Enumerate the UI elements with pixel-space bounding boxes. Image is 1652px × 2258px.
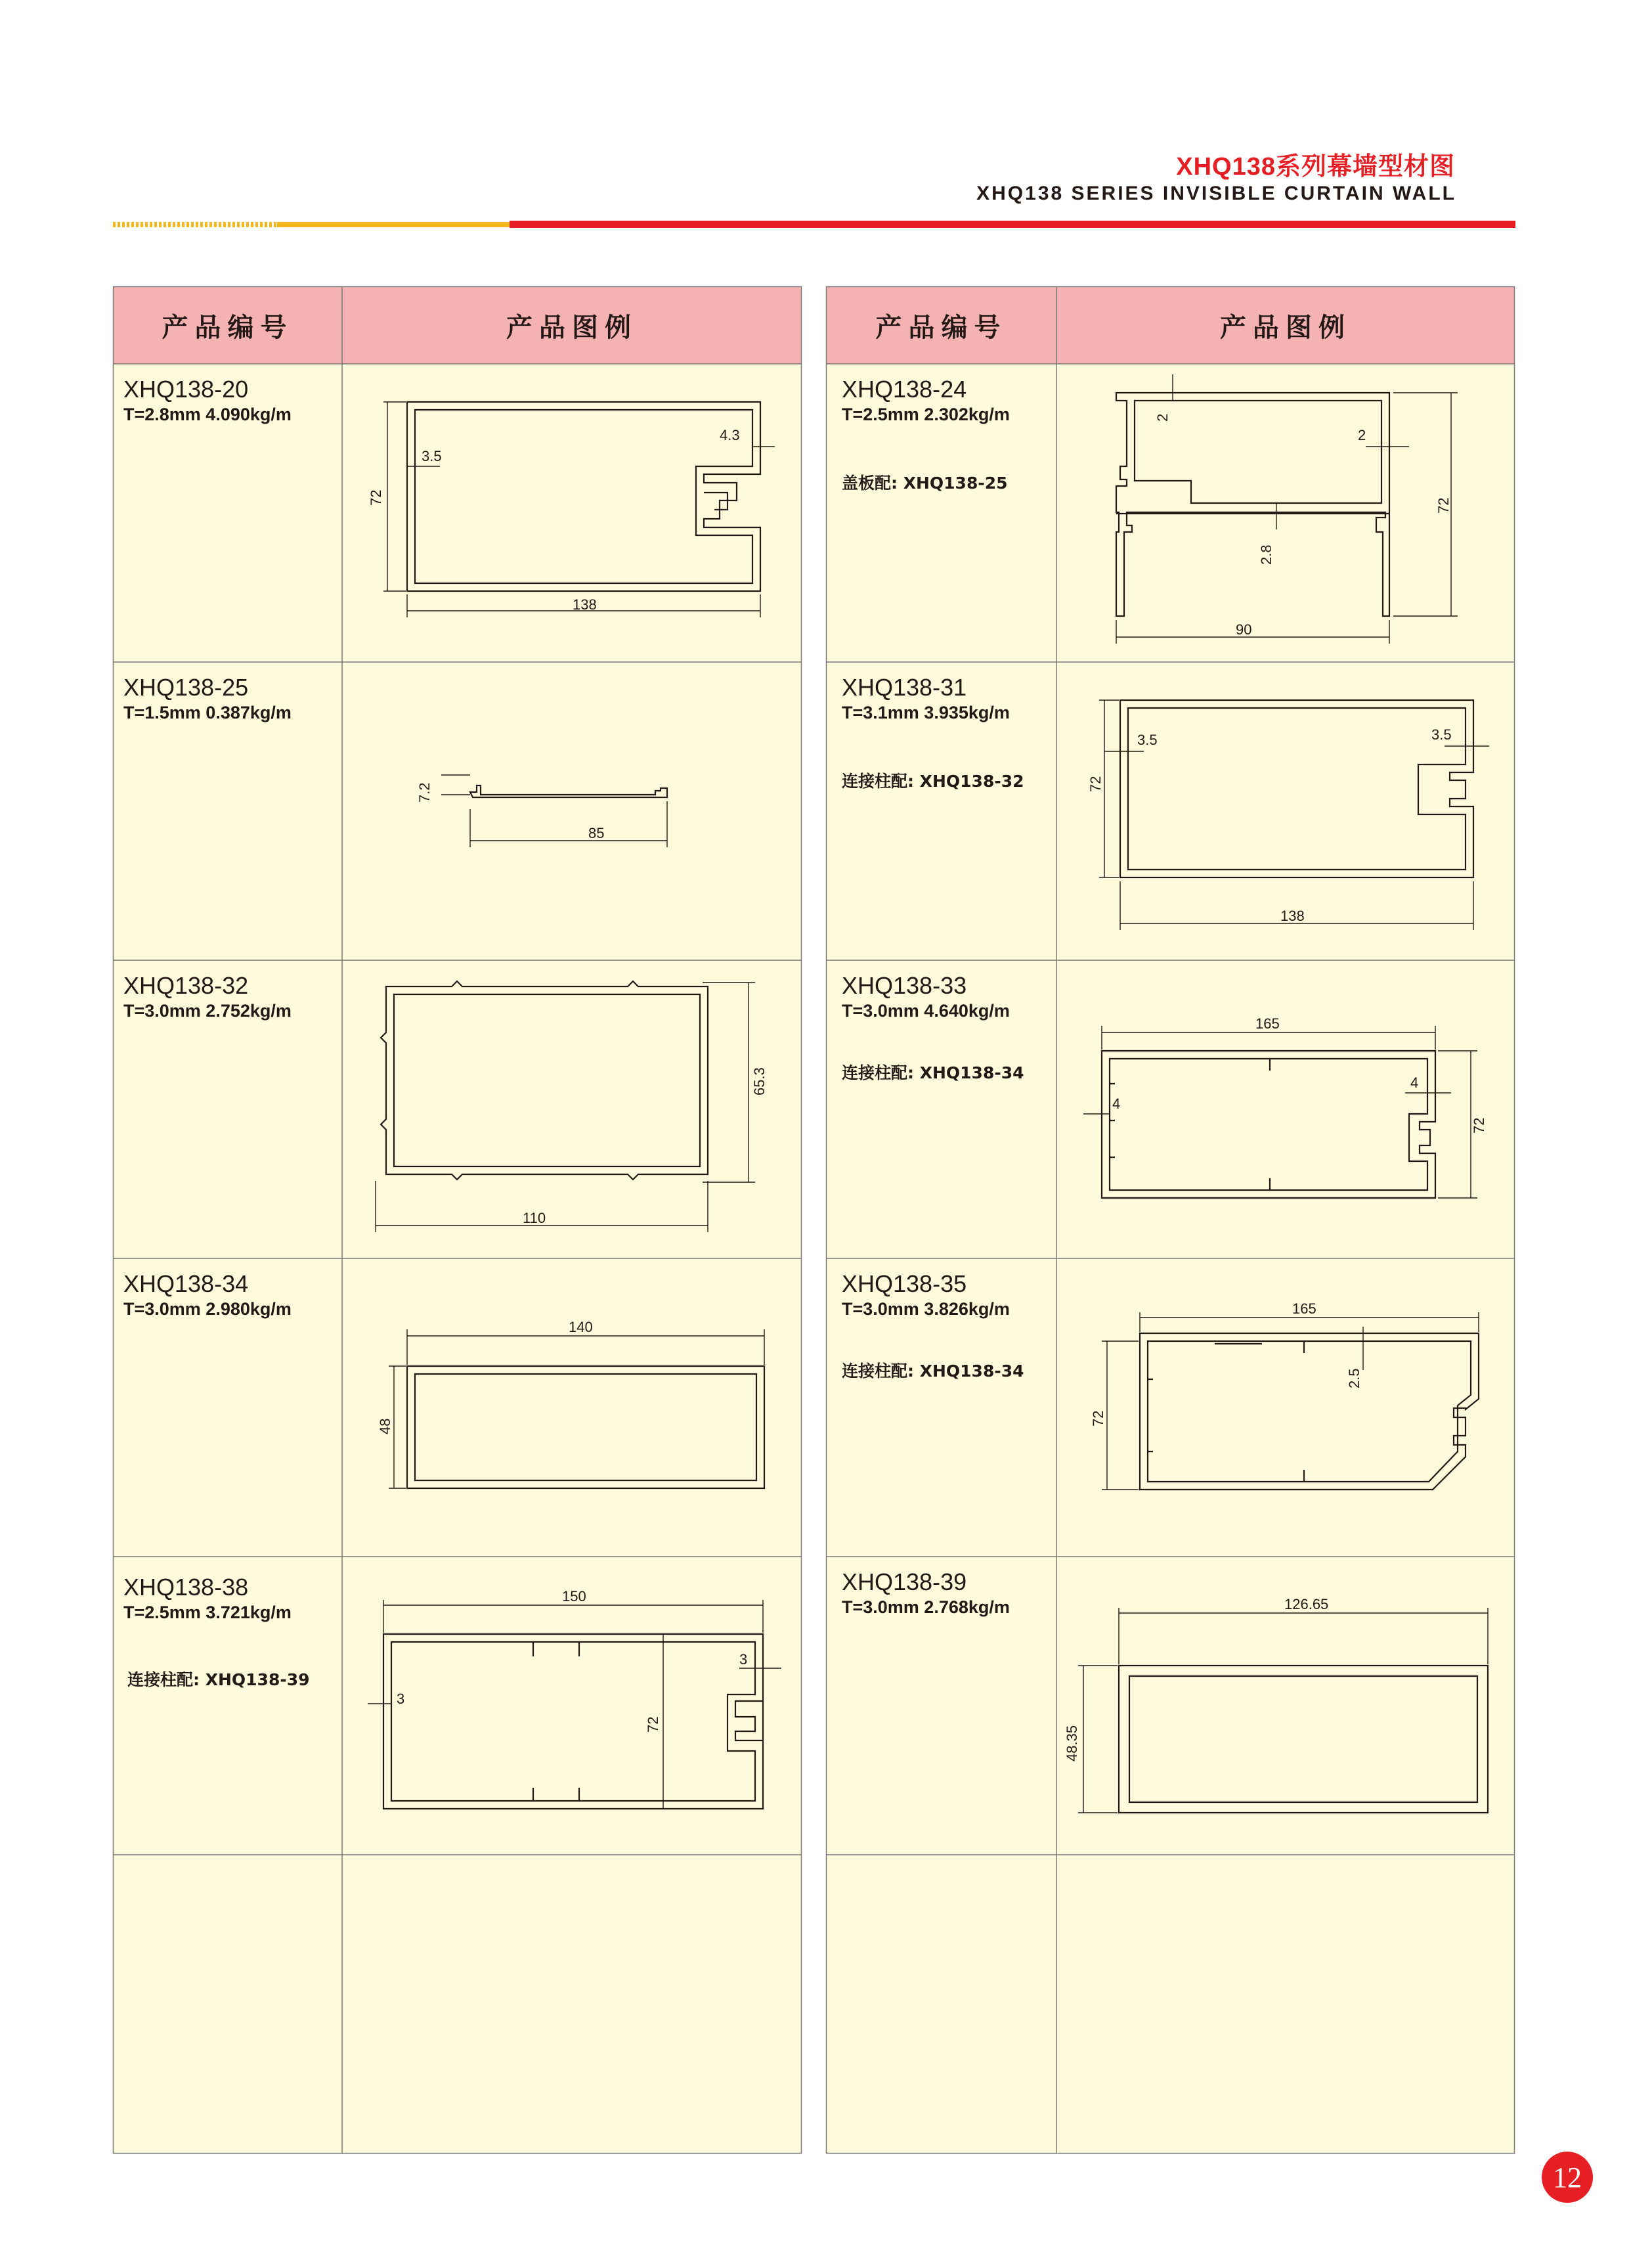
- product-code: XHQ138-39: [842, 1568, 967, 1595]
- dimension-label: 165: [1292, 1300, 1316, 1317]
- dimension-label: 4: [1410, 1074, 1419, 1091]
- dimension-label: 72: [1087, 776, 1104, 792]
- dimension-label: 7.2: [416, 782, 433, 803]
- dimension-label: 2: [1154, 413, 1171, 422]
- dimension-label: 165: [1255, 1015, 1280, 1032]
- dimension-label: 2.5: [1346, 1368, 1362, 1388]
- dimension-label: 72: [1090, 1410, 1106, 1427]
- product-spec: T=2.8mm 4.090kg/m: [123, 405, 292, 424]
- product-spec: T=3.0mm 2.752kg/m: [123, 1001, 292, 1021]
- dimension-label: 110: [523, 1210, 546, 1226]
- product-spec: T=3.0mm 4.640kg/m: [842, 1001, 1010, 1021]
- profile-drawing-xhq138-20: [368, 394, 788, 631]
- profile-drawing-xhq138-34: [368, 1314, 788, 1504]
- dimension-label: 3.5: [422, 448, 442, 464]
- dimension-label: 3: [739, 1651, 748, 1668]
- product-note: 盖板配: XHQ138-25: [842, 474, 1008, 493]
- profile-drawing-xhq138-25: [407, 762, 749, 860]
- product-spec: T=3.0mm 2.980kg/m: [123, 1299, 292, 1319]
- dimension-label: 72: [1471, 1117, 1487, 1134]
- product-spec: T=3.0mm 2.768kg/m: [842, 1597, 1010, 1617]
- dimension-label: 2: [1358, 427, 1366, 443]
- product-spec: T=2.5mm 2.302kg/m: [842, 405, 1010, 424]
- dimension-label: 4: [1112, 1096, 1121, 1112]
- dimension-label: 2.8: [1258, 544, 1274, 565]
- profile-drawing-xhq138-33: [1083, 1005, 1490, 1222]
- dimension-label: 3.5: [1137, 732, 1158, 748]
- product-code: XHQ138-24: [842, 376, 967, 403]
- dimension-label: 48: [377, 1418, 393, 1434]
- dimension-label: 3: [397, 1691, 405, 1707]
- profile-drawing-xhq138-39: [1064, 1589, 1497, 1826]
- product-code: XHQ138-35: [842, 1270, 967, 1297]
- dimension-label: 126.65: [1284, 1596, 1329, 1612]
- profile-drawing-xhq138-38: [368, 1583, 788, 1832]
- product-note: 连接柱配: XHQ138-34: [842, 1063, 1024, 1082]
- page-number: 12: [1542, 2152, 1593, 2203]
- dimension-label: 72: [368, 489, 384, 506]
- dimension-label: 65.3: [751, 1067, 768, 1096]
- right-header-code: 产品编号: [875, 312, 1007, 343]
- dimension-label: 138: [573, 596, 597, 613]
- page-subtitle: XHQ138 SERIES INVISIBLE CURTAIN WALL: [976, 183, 1456, 204]
- dimension-label: 90: [1236, 621, 1252, 638]
- right-header-illustration: 产品图例: [1220, 312, 1351, 343]
- dimension-label: 72: [1435, 497, 1452, 514]
- dimension-label: 4.3: [720, 427, 740, 443]
- product-spec: T=3.0mm 3.826kg/m: [842, 1299, 1010, 1319]
- product-code: XHQ138-33: [842, 972, 967, 999]
- dimension-label: 72: [645, 1716, 661, 1733]
- profile-drawing-xhq138-31: [1087, 690, 1497, 933]
- page-title: XHQ138系列幕墙型材图: [1176, 153, 1455, 181]
- dimension-label: 138: [1280, 908, 1305, 924]
- left-header-illustration: 产品图例: [506, 312, 638, 343]
- left-header-code: 产品编号: [162, 312, 293, 343]
- product-note: 连接柱配: XHQ138-34: [842, 1361, 1024, 1381]
- product-spec: T=1.5mm 0.387kg/m: [123, 703, 292, 722]
- product-code: XHQ138-38: [123, 1574, 249, 1601]
- product-spec: T=2.5mm 3.721kg/m: [123, 1603, 292, 1622]
- header-divider: [113, 221, 1515, 228]
- profile-drawing-xhq138-24: [1090, 374, 1471, 650]
- dimension-label: 3.5: [1431, 726, 1452, 743]
- dimension-label: 48.35: [1064, 1725, 1080, 1761]
- product-code: XHQ138-34: [123, 1270, 249, 1297]
- product-code: XHQ138-25: [123, 674, 249, 701]
- product-note: 连接柱配: XHQ138-39: [127, 1670, 310, 1689]
- product-spec: T=3.1mm 3.935kg/m: [842, 703, 1010, 722]
- dimension-label: 140: [569, 1319, 593, 1335]
- dimension-label: 85: [588, 825, 605, 841]
- product-code: XHQ138-20: [123, 376, 249, 403]
- product-code: XHQ138-32: [123, 972, 249, 999]
- dimension-label: 150: [562, 1588, 586, 1605]
- profile-drawing-xhq138-32: [368, 972, 788, 1235]
- product-code: XHQ138-31: [842, 674, 967, 701]
- profile-drawing-xhq138-35: [1090, 1300, 1497, 1530]
- product-note: 连接柱配: XHQ138-32: [842, 772, 1024, 791]
